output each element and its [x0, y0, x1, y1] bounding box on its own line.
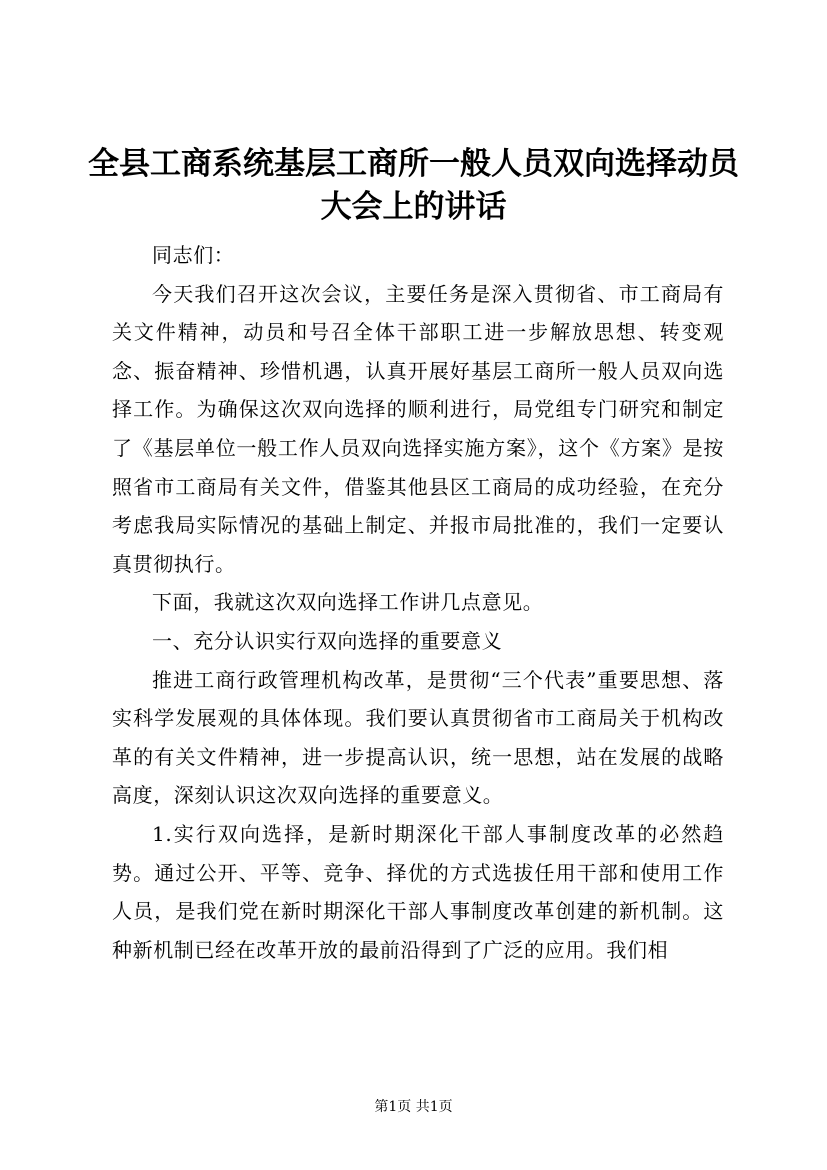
section-1-paragraph: 推进工商行政管理机构改革，是贯彻“三个代表”重要思想、落实科学发展观的具体体现。我们要认真贯彻省市工商局关于机构改革的有关文件精神，进一步提高认识，统一思想，站在发展的战略高度，深刻认识这次双向选择的重要意义。	[112, 667, 724, 808]
page-footer: 第1页 共1页	[374, 1099, 453, 1115]
document-title: 全县工商系统基层工商所一般人员双向选择动员大会上的讲话	[88, 146, 739, 225]
document-body	[112, 236, 724, 969]
point-1-paragraph: 1.实行双向选择，是新时期深化干部人事制度改革的必然趋势。通过公开、平等、竞争、择优的方式选拔任用干部和使用工作人员，是我们党在新时期深化干部人事制度改革创建的新机制。这种新机制已经在改革开放的最前沿得到了广泛的应用。我们相	[112, 821, 724, 962]
salutation-paragraph: 同志们：	[152, 243, 235, 267]
intro-paragraph: 今天我们召开这次会议，主要任务是深入贯彻省、市工商局有关文件精神，动员和号召全体干部职工进一步解放思想、转变观念、振奋精神、珍惜机遇，认真开展好基层工商所一般人员双向选择工作。为确保这次双向选择的顺利进行，局党组专门研究和制定了《基层单位一般工作人员双向选择实施方案》，这个《方案》是按照省市工商局有关文件，借鉴其他县区工商局的成功经验，在充分考虑我局实际情况的基础上制定、并报市局批准的，我们一定要认真贯彻执行。	[112, 281, 724, 576]
section-heading-1: 一、充分认识实行双向选择的重要意义	[152, 628, 503, 653]
transition-paragraph: 下面，我就这次双向选择工作讲几点意见。	[152, 590, 544, 615]
